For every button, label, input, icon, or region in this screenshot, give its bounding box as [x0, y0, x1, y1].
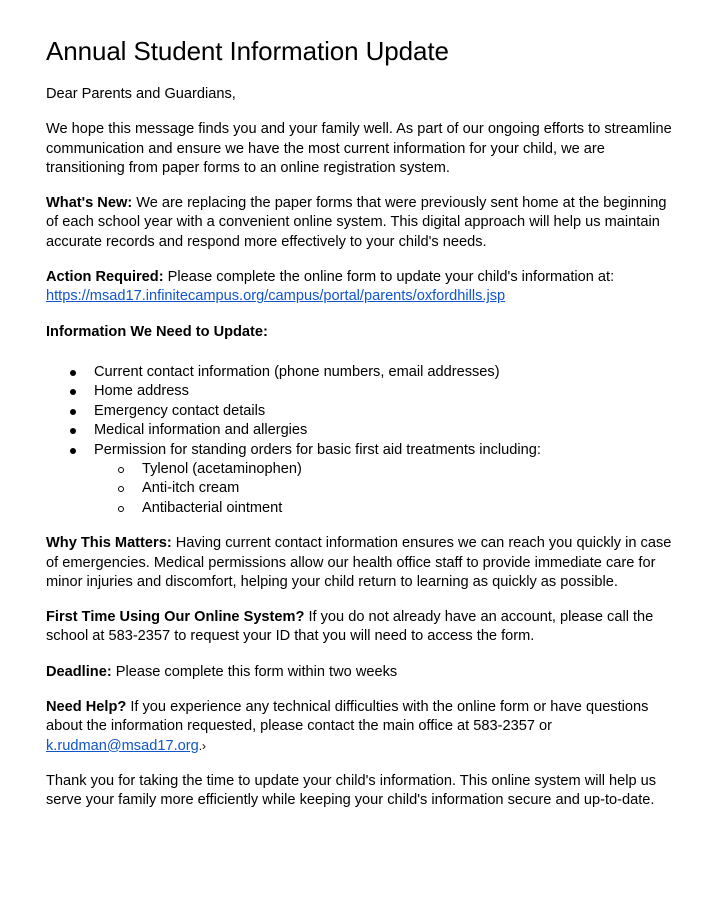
first-time-text: If you do not already have an account, please call the school at 583-2357 to request your ID that you will need to access the form. — [46, 609, 654, 645]
document-title: Annual Student Information Update — [46, 36, 449, 66]
bullet-icon — [70, 409, 76, 415]
why-matters-text: Having current contact information ensures we can reach you quickly in case of emergencies. Medical permissions allow our health office staff to provide immediate care for minor injuries and discomfort, helping your child return to learning as quickly as possible. — [46, 535, 672, 590]
action-required-text: Please complete the online form to update your child's information at: — [163, 269, 615, 286]
email-link[interactable]: k.rudman@msad17.org — [46, 737, 199, 754]
why-matters-paragraph — [46, 534, 680, 592]
sub-list-item-text: Tylenol (acetaminophen) — [142, 461, 302, 477]
whats-new-label: What's New: — [46, 195, 133, 212]
first-aid-list — [94, 460, 680, 518]
hollow-bullet-icon — [118, 467, 124, 473]
list-item-text: Permission for standing orders for basic first aid treatments including: — [94, 441, 541, 458]
deadline-paragraph — [46, 663, 680, 682]
first-time-paragraph — [46, 608, 680, 647]
whats-new-text: We are replacing the paper forms that were previously sent home at the beginning of each school year with a convenient online system. This digital approach will help us maintain accurate records and respond more effectively to your child's needs. — [46, 195, 667, 250]
why-matters-label: Why This Matters: — [46, 535, 172, 552]
sub-list-item — [94, 460, 680, 479]
need-help-label: Need Help? — [46, 699, 127, 715]
info-heading-label: Information We Need to Update: — [46, 323, 268, 340]
list-item — [46, 363, 680, 382]
closing-paragraph: Thank you for taking the time to update your child's information. This online system will help us serve your family more efficiently while keeping your child's information secure and up-to-date. — [46, 772, 657, 809]
hollow-bullet-icon — [118, 486, 124, 492]
action-required-label: Action Required: — [46, 269, 164, 286]
deadline-label: Deadline: — [46, 663, 112, 680]
sub-list-item — [94, 499, 680, 518]
list-item-text: Emergency contact details — [94, 402, 266, 419]
intro-paragraph: We hope this message finds you and your family well. As part of our ongoing efforts to streamline communication and ensure we have the most current information for your child, we are transitioning from paper forms to an online registration system. — [46, 121, 672, 176]
bullet-icon — [70, 448, 76, 454]
bullet-icon — [70, 428, 76, 434]
sub-list-item-text: Anti-itch cream — [142, 480, 240, 497]
need-help-trail: .› — [198, 738, 207, 753]
list-item — [46, 402, 680, 421]
salutation: Dear Parents and Guardians, — [46, 86, 236, 102]
sub-list-item — [94, 479, 680, 498]
bullet-icon — [70, 370, 76, 376]
portal-link[interactable]: https://msad17.infinitecampus.org/campus/portal/parents/oxfordhills.jsp — [46, 288, 506, 305]
action-required-paragraph — [46, 268, 680, 307]
list-item-text: Home address — [94, 383, 189, 400]
info-list — [46, 363, 680, 518]
list-item — [46, 382, 680, 401]
list-item-text: Current contact information (phone numbers, email addresses) — [94, 363, 500, 380]
list-item-text: Medical information and allergies — [94, 422, 308, 439]
bullet-icon — [70, 389, 76, 395]
need-help-text: If you experience any technical difficulties with the online form or have questions about the information requested, please contact the main office at 583-2357 or — [46, 699, 649, 735]
list-item — [46, 421, 680, 440]
sub-list-item-text: Antibacterial ointment — [142, 499, 283, 516]
need-help-paragraph — [46, 698, 680, 756]
info-heading — [46, 323, 680, 342]
deadline-text: Please complete this form within two weeks — [111, 663, 398, 680]
first-time-label: First Time Using Our Online System? — [46, 609, 305, 626]
hollow-bullet-icon — [118, 506, 124, 512]
whats-new-paragraph — [46, 194, 680, 252]
list-item — [46, 441, 680, 519]
